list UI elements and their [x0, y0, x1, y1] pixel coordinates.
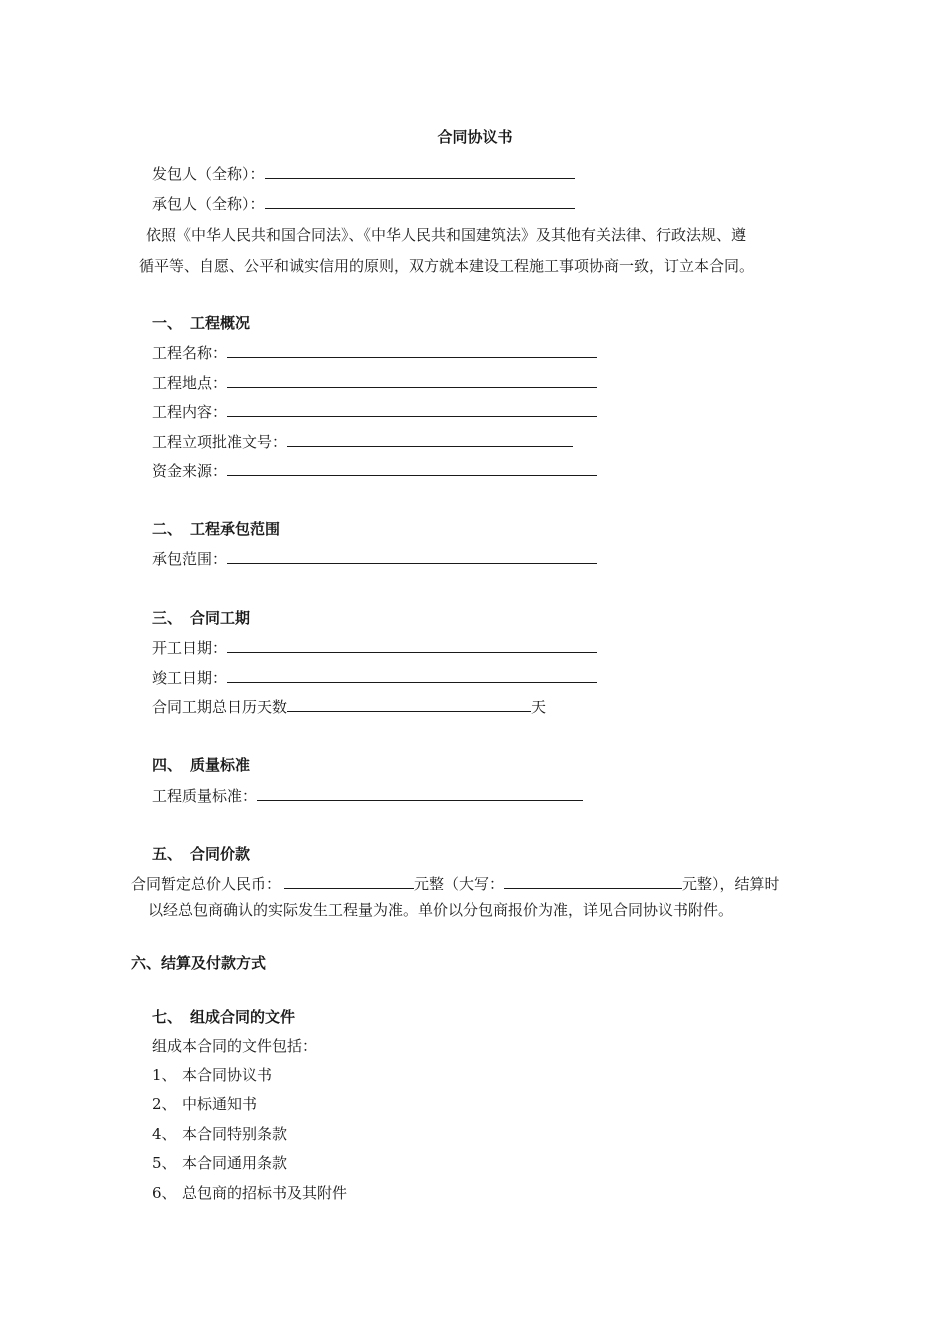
- list-item-number: 6、: [152, 1184, 177, 1202]
- section-5-heading: [152, 844, 250, 864]
- approval-number-blank[interactable]: [287, 431, 573, 447]
- project-name-label: 工程名称：: [152, 344, 228, 362]
- start-date-label: 开工日期：: [152, 639, 228, 657]
- preamble-line-2: 循平等、自愿、公平和诚实信用的原则，双方就本建设工程施工事项协商一致，订立本合同。: [139, 257, 755, 275]
- employer-blank[interactable]: [265, 163, 575, 179]
- section-6-heading: 六、结算及付款方式: [131, 954, 267, 972]
- start-date-field: [152, 637, 597, 658]
- section-7-heading: [152, 1007, 295, 1027]
- contractor-field: [152, 193, 575, 214]
- list-item-number: 4、: [152, 1125, 177, 1143]
- list-item-text: 本合同特别条款: [182, 1125, 288, 1143]
- total-days-field: [152, 696, 546, 717]
- total-days-unit: 天: [531, 698, 547, 716]
- list-item: [152, 1183, 347, 1203]
- section-1-title: 工程概况: [190, 314, 251, 332]
- funding-source-field: [152, 460, 597, 481]
- list-item: [152, 1094, 257, 1114]
- employer-label: 发包人（全称）：: [152, 165, 265, 183]
- project-name-field: [152, 342, 597, 363]
- completion-date-label: 竣工日期：: [152, 669, 228, 687]
- contract-scope-field: [152, 548, 597, 569]
- section-7-number: 七、: [152, 1008, 183, 1026]
- total-days-blank[interactable]: [287, 696, 531, 712]
- quality-standard-field: [152, 785, 583, 806]
- contractor-label: 承包人（全称）：: [152, 195, 265, 213]
- documents-intro: 组成本合同的文件包括：: [152, 1037, 318, 1055]
- price-suffix: 元整），结算时: [682, 875, 780, 893]
- list-item-number: 5、: [152, 1154, 177, 1172]
- project-location-label: 工程地点：: [152, 374, 228, 392]
- start-date-blank[interactable]: [227, 637, 597, 653]
- contractor-blank[interactable]: [265, 193, 575, 209]
- list-item-number: 2、: [152, 1095, 177, 1113]
- price-mid: 元整（大写：: [414, 875, 505, 893]
- document-title: 合同协议书: [437, 128, 513, 146]
- preamble-line-1: 依照《中华人民共和国合同法》、《中华人民共和国建筑法》及其他有关法律、行政法规、遵: [146, 226, 747, 244]
- project-content-field: [152, 401, 597, 422]
- list-item-text: 总包商的招标书及其附件: [182, 1184, 348, 1202]
- section-2-title: 工程承包范围: [190, 520, 281, 538]
- section-2-heading: [152, 519, 280, 539]
- total-days-label: 合同工期总日历天数: [152, 698, 288, 716]
- list-item-number: 1、: [152, 1066, 177, 1084]
- section-3-heading: [152, 608, 250, 628]
- section-1-heading: [152, 313, 250, 333]
- contract-scope-label: 承包范围：: [152, 550, 228, 568]
- approval-number-field: [152, 431, 573, 452]
- section-4-number: 四、: [152, 756, 183, 774]
- list-item: [152, 1153, 287, 1173]
- list-item: [152, 1124, 287, 1144]
- section-3-number: 三、: [152, 609, 183, 627]
- project-content-blank[interactable]: [227, 401, 597, 417]
- section-7-title: 组成合同的文件: [190, 1008, 296, 1026]
- list-item-text: 本合同通用条款: [182, 1154, 288, 1172]
- funding-source-label: 资金来源：: [152, 462, 228, 480]
- price-settlement-text: 以经总包商确认的实际发生工程量为准。单价以分包商报价为准，详见合同协议书附件。: [148, 901, 734, 919]
- project-location-field: [152, 372, 597, 393]
- section-5-number: 五、: [152, 845, 183, 863]
- section-5-title: 合同价款: [190, 845, 251, 863]
- contract-price-field: [131, 873, 780, 894]
- section-2-number: 二、: [152, 520, 183, 538]
- project-content-label: 工程内容：: [152, 403, 228, 421]
- list-item: [152, 1065, 272, 1085]
- price-prefix: 合同暂定总价人民币：: [131, 875, 282, 893]
- project-location-blank[interactable]: [227, 372, 597, 388]
- list-item-text: 本合同协议书: [182, 1066, 273, 1084]
- quality-standard-label: 工程质量标准：: [152, 787, 258, 805]
- section-4-heading: [152, 755, 250, 775]
- approval-number-label: 工程立项批准文号：: [152, 433, 288, 451]
- price-amount-blank[interactable]: [284, 873, 414, 889]
- completion-date-blank[interactable]: [227, 667, 597, 683]
- section-3-title: 合同工期: [190, 609, 251, 627]
- contract-scope-blank[interactable]: [227, 548, 597, 564]
- quality-standard-blank[interactable]: [257, 785, 583, 801]
- list-item-text: 中标通知书: [182, 1095, 258, 1113]
- section-1-number: 一、: [152, 314, 183, 332]
- project-name-blank[interactable]: [227, 342, 597, 358]
- employer-field: [152, 163, 575, 184]
- completion-date-field: [152, 667, 597, 688]
- price-words-blank[interactable]: [504, 873, 682, 889]
- funding-source-blank[interactable]: [227, 460, 597, 476]
- section-4-title: 质量标准: [190, 756, 251, 774]
